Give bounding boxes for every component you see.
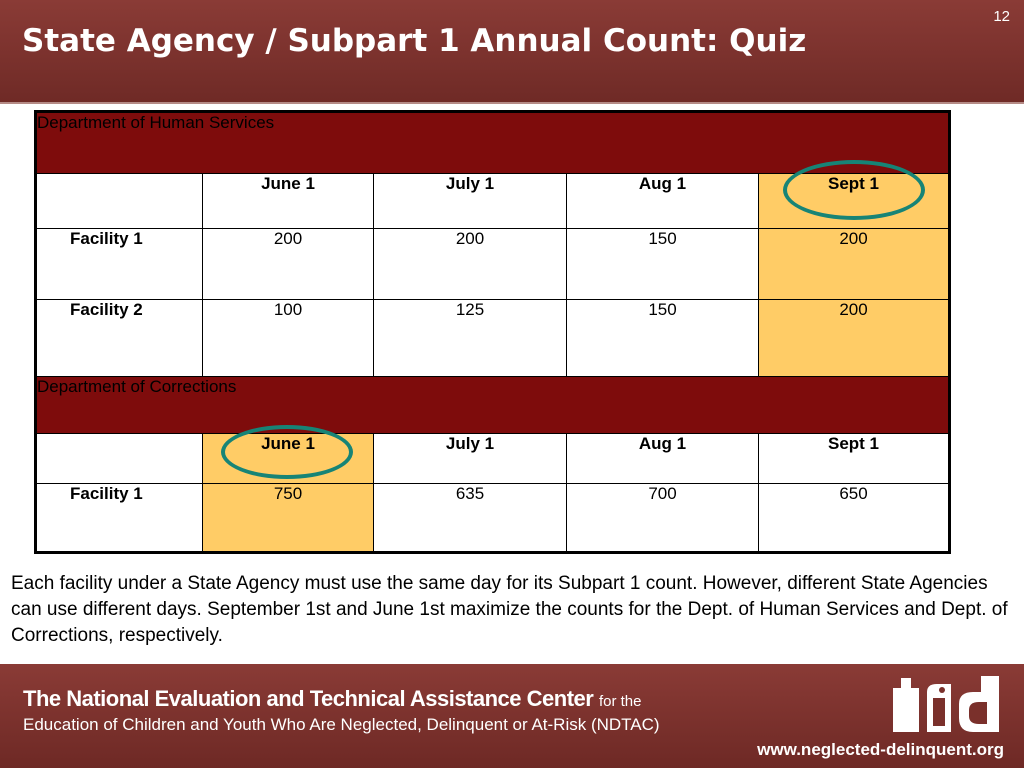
column-header: Sept 1 <box>759 434 950 484</box>
table-cell: 150 <box>567 300 759 377</box>
dept-header-corrections <box>36 377 950 434</box>
table-row <box>36 484 950 553</box>
dept-title: Department of Human Services <box>36 112 950 174</box>
table-row <box>36 300 950 377</box>
table-cell: 125 <box>374 300 567 377</box>
footer-org-title: The National Evaluation and Technical Assistance Center <box>23 686 594 711</box>
column-header: July 1 <box>374 434 567 484</box>
table-cell: 200 <box>374 229 567 300</box>
table-cell-highlighted: 750 <box>203 484 374 553</box>
table-cell: 100 <box>203 300 374 377</box>
column-header: July 1 <box>374 174 567 229</box>
column-header-row <box>36 434 950 484</box>
dept-title: Department of Corrections <box>36 377 950 434</box>
table-cell: 700 <box>567 484 759 553</box>
corner-cell <box>36 174 203 229</box>
slide-title: State Agency / Subpart 1 Annual Count: Quiz <box>22 23 807 59</box>
highlight-circle-june1 <box>221 425 353 479</box>
table-cell-highlighted: 200 <box>759 229 950 300</box>
footer-org-suffix: for the <box>598 693 642 710</box>
table-cell: 650 <box>759 484 950 553</box>
table-cell: 150 <box>567 229 759 300</box>
ndtac-logo-icon <box>893 674 1005 736</box>
table-cell-highlighted: 200 <box>759 300 950 377</box>
explanation-text: Each facility under a State Agency must use the same day for its Subpart 1 count. However, different State Agencies can use different days. September 1st and June 1st maximize the counts for the Dept. of Human Services and Dept. of Corrections, respectively. <box>11 573 1008 646</box>
footer-url: www.neglected-delinquent.org <box>757 740 1004 759</box>
table-row <box>36 229 950 300</box>
highlight-circle-sept1 <box>783 160 925 220</box>
row-label: Facility 2 <box>36 300 203 377</box>
column-header: Aug 1 <box>567 434 759 484</box>
table-cell: 200 <box>203 229 374 300</box>
row-label: Facility 1 <box>36 484 203 553</box>
dept-header-human-services <box>36 112 950 174</box>
slide-number: 12 <box>993 8 1010 25</box>
row-label: Facility 1 <box>36 229 203 300</box>
column-header-highlighted: Sept 1 <box>759 174 950 229</box>
footer-org-subtitle: Education of Children and Youth Who Are Neglected, Delinquent or At-Risk (NDTAC) <box>23 715 660 734</box>
table-cell: 635 <box>374 484 567 553</box>
footer-org-name <box>23 686 641 712</box>
corner-cell <box>36 434 203 484</box>
column-header: Aug 1 <box>567 174 759 229</box>
column-header: June 1 <box>203 174 374 229</box>
column-header-highlighted: June 1 <box>203 434 374 484</box>
